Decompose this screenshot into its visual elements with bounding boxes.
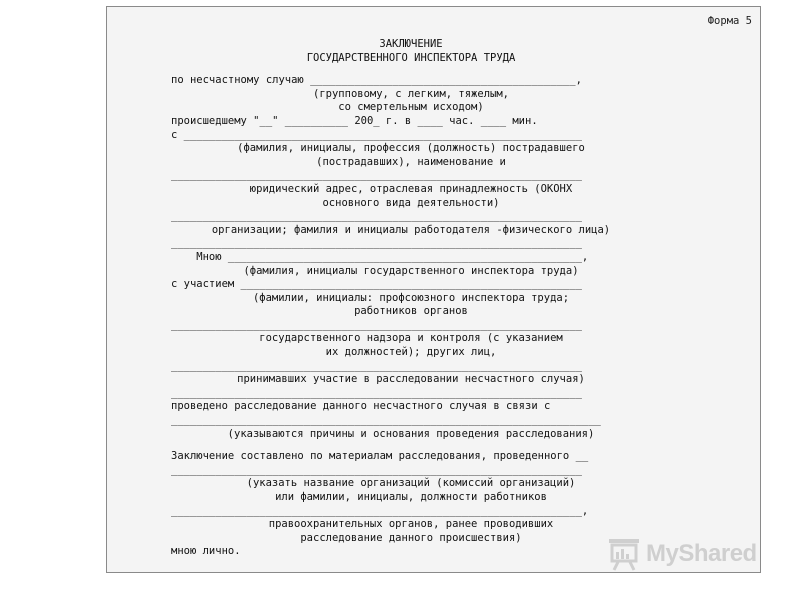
inspector-note: (фамилия, инициалы государственного инспектора труда) (243, 264, 579, 277)
participants-line: с участием ______________________________________________________ (171, 278, 582, 291)
document-title: ЗАКЛЮЧЕНИЕ (379, 38, 443, 50)
victim-note: (фамилия, инициалы, профессия (должность) пострадавшего (237, 142, 585, 155)
victim-line: с _______________________________________________________________ (171, 128, 582, 141)
blank-line: _________________________________________________________________, (171, 504, 589, 517)
law-enforcement-note: правоохранительных органов, ранее проводивших (268, 518, 554, 531)
organizations-note: (указать название организаций (комиссий организаций) (246, 477, 576, 490)
watermark-logo (606, 537, 766, 573)
investigation-line: проведено расследование данного несчастного случая в связи с (171, 400, 551, 413)
victim-note-cont: (пострадавших), наименование и (316, 155, 506, 168)
participants-note: (фамилии, инициалы: профсоюзного инспектора труда; (252, 291, 570, 304)
blank-line: ____________________________________________________________________ (171, 414, 601, 427)
reasons-note: (указываются причины и основания проведения расследования) (227, 427, 595, 440)
supervision-note: государственного надзора и контроля (с указанием (259, 332, 563, 345)
signature-line: мною лично. (171, 545, 241, 558)
document-body (171, 38, 651, 559)
spacer (171, 441, 651, 450)
form-number: Форма 5 (707, 15, 752, 27)
spacer (171, 65, 651, 74)
accident-line: по несчастному случаю __________________________________________, (171, 74, 582, 87)
activity-note: основного вида деятельности) (322, 196, 500, 209)
blank-line: _________________________________________________________________ (171, 386, 582, 399)
document-page (106, 6, 761, 573)
watermark-text: MyShared (646, 540, 757, 567)
employer-note: организации; фамилия и инициалы работодателя -физического лица) (211, 223, 611, 236)
conclusion-line: Заключение составлено по материалам расследования, проведенного __ (171, 450, 589, 463)
blank-line: _________________________________________________________________ (171, 463, 582, 476)
inspector-line: Мною ________________________________________________________, (171, 250, 589, 263)
supervision-note-cont: их должностей); других лиц, (325, 346, 497, 359)
accident-outcome-note: со смертельным исходом) (338, 101, 484, 114)
blank-line: _________________________________________________________________ (171, 169, 582, 182)
investigation-participants-note: принимавших участие в расследовании несчастного случая) (237, 373, 585, 386)
occurrence-date-line: происшедшему "__" __________ 200_ г. в ____ час. ____ мин. (171, 114, 538, 127)
presentation-board-icon (606, 537, 642, 571)
accident-type-note: (групповому, с легким, тяжелым, (313, 87, 509, 100)
participants-note-cont: работников органов (354, 305, 468, 318)
document-subtitle: ГОСУДАРСТВЕННОГО ИНСПЕКТОРА ТРУДА (306, 51, 516, 64)
blank-line: _________________________________________________________________ (171, 237, 582, 250)
blank-line: _________________________________________________________________ (171, 359, 582, 372)
organizations-note-cont: или фамилии, инициалы, должности работников (275, 491, 547, 503)
law-enforcement-note-cont: расследование данного происшествия) (300, 531, 522, 544)
blank-line: _________________________________________________________________ (171, 318, 582, 331)
blank-line: _________________________________________________________________ (171, 210, 582, 223)
address-note: юридический адрес, отраслевая принадлежность (ОКОНХ (249, 182, 573, 195)
